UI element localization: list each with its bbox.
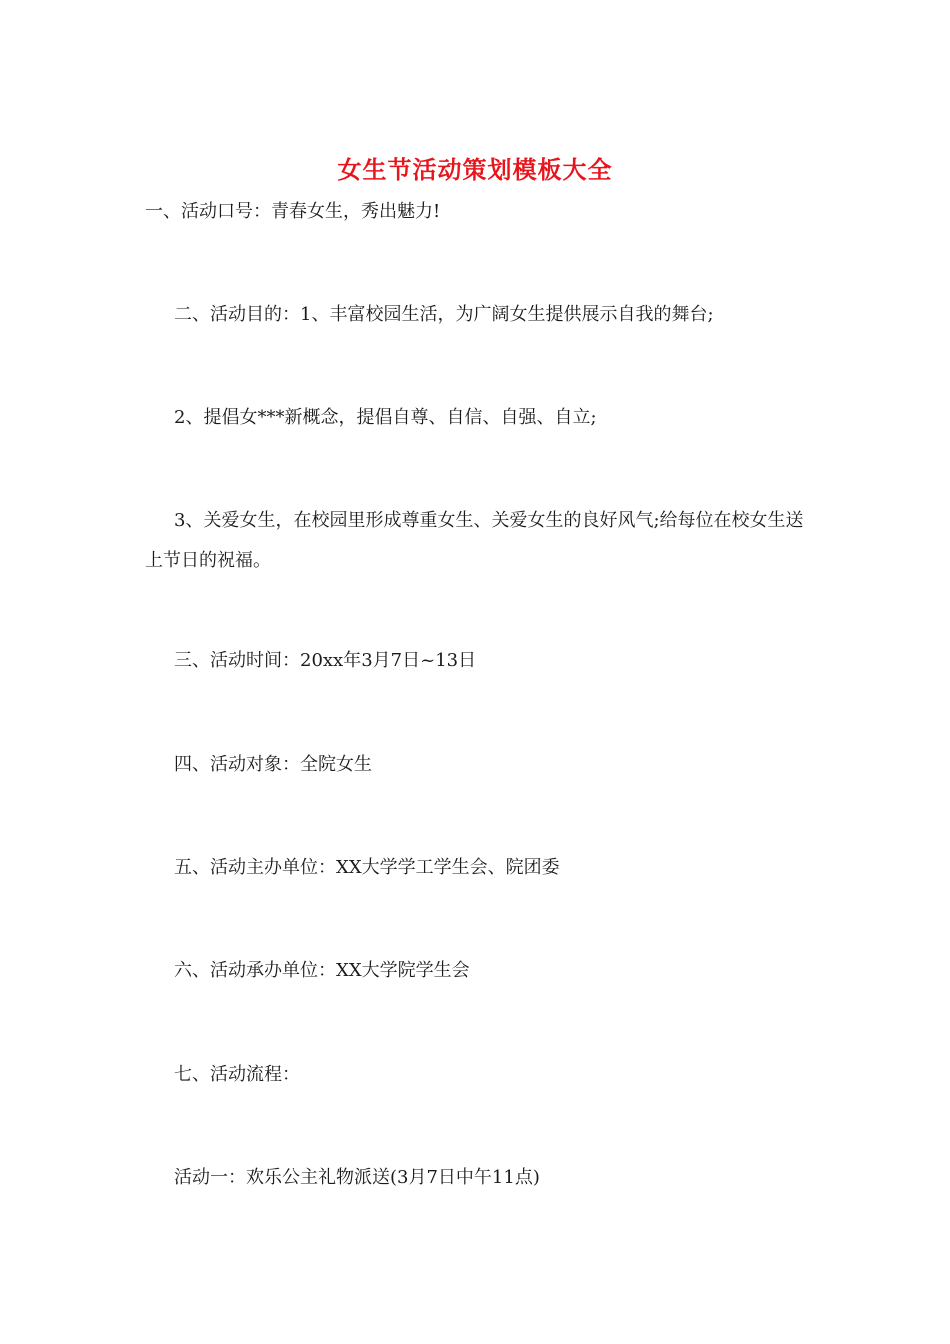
document-title: 女生节活动策划模板大全: [337, 155, 613, 184]
paragraph-purpose-3: 3、关爱女生，在校园里形成尊重女生、关爱女生的良好风气;给每位在校女生送上节日的祝福。: [145, 510, 804, 571]
paragraph-audience: 四、活动对象：全院女生: [174, 754, 372, 775]
paragraph-purpose: 二、活动目的：1、丰富校园生活，为广阔女生提供展示自我的舞台;: [174, 304, 714, 325]
paragraph-slogan: 一、活动口号：青春女生，秀出魅力!: [145, 201, 441, 222]
paragraph-time: 三、活动时间：20xx年3月7日~13日: [174, 650, 477, 671]
paragraph-activity-1: 活动一：欢乐公主礼物派送(3月7日中午11点): [174, 1167, 540, 1188]
paragraph-host: 六、活动承办单位：XX大学院学生会: [174, 960, 470, 981]
paragraph-process: 七、活动流程：: [174, 1064, 300, 1085]
paragraph-purpose-2: 2、提倡女***新概念，提倡自尊、自信、自强、自立;: [174, 407, 597, 428]
paragraph-organizer: 五、活动主办单位：XX大学学工学生会、院团委: [174, 857, 560, 878]
